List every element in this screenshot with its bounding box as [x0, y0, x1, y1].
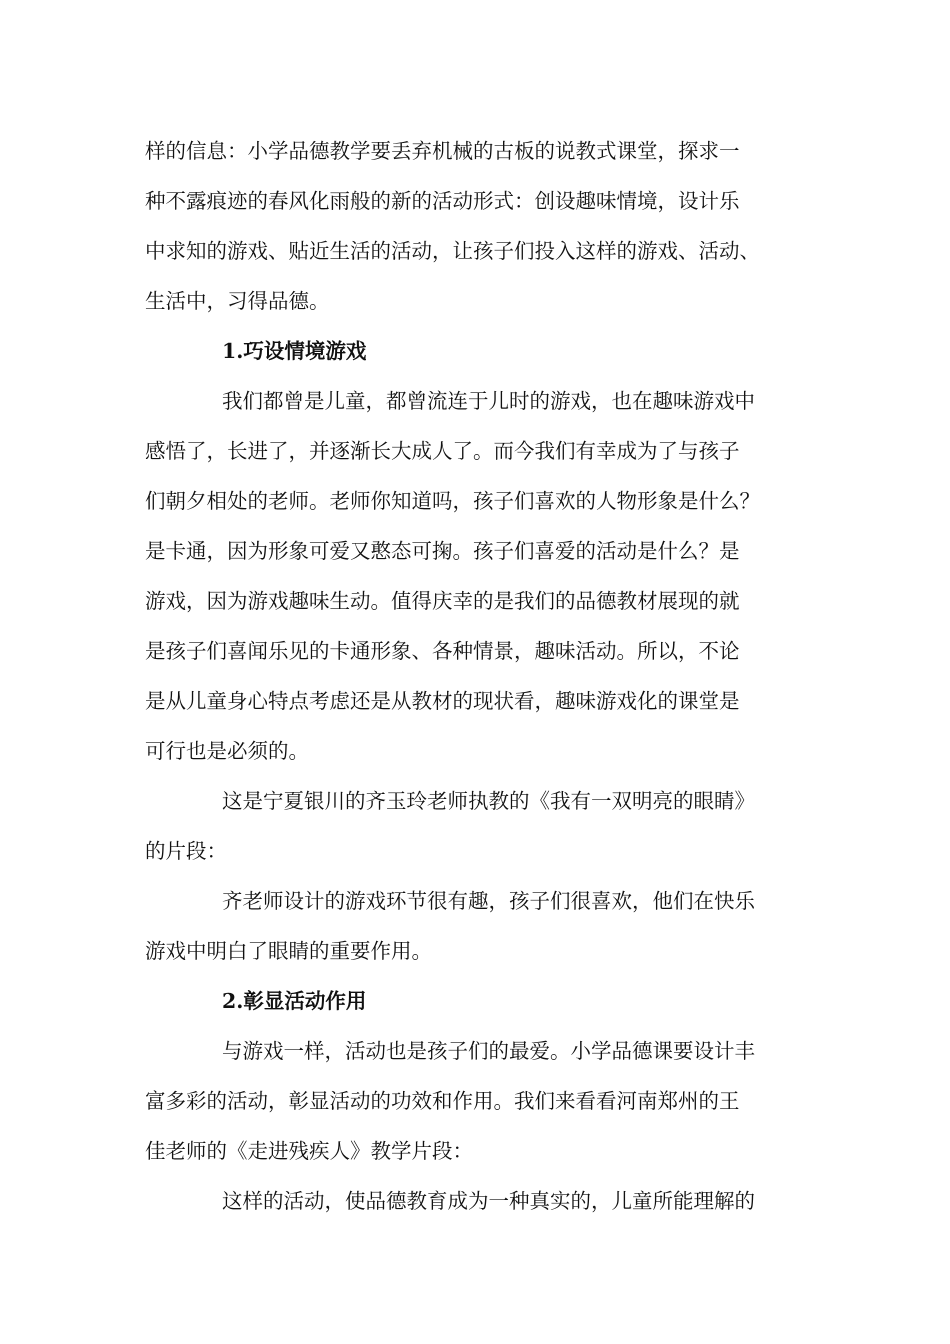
paragraph-line: 种不露痕迹的春风化雨般的新的活动形式：创设趣味情境，设计乐	[145, 189, 740, 213]
paragraph-line: 这样的活动，使品德教育成为一种真实的，儿童所能理解的	[222, 1189, 755, 1213]
paragraph-line: 佳老师的《走进残疾人》教学片段：	[145, 1139, 473, 1163]
paragraph-line: 可行也是必须的。	[145, 739, 309, 763]
paragraph-line: 游戏中明白了眼睛的重要作用。	[145, 939, 432, 963]
paragraph-line: 是卡通，因为形象可爱又憨态可掬。孩子们喜爱的活动是什么？是	[145, 539, 740, 563]
paragraph-line: 这是宁夏银川的齐玉玲老师执教的《我有一双明亮的眼睛》	[222, 789, 755, 813]
paragraph-line: 生活中，习得品德。	[145, 289, 330, 313]
paragraph-line: 游戏，因为游戏趣味生动。值得庆幸的是我们的品德教材展现的就	[145, 589, 740, 613]
paragraph-line: 中求知的游戏、贴近生活的活动，让孩子们投入这样的游戏、活动、	[145, 239, 760, 263]
paragraph-line: 与游戏一样，活动也是孩子们的最爱。小学品德课要设计丰	[222, 1039, 755, 1063]
paragraph-line: 齐老师设计的游戏环节很有趣，孩子们很喜欢，他们在快乐	[222, 889, 755, 913]
paragraph-line: 我们都曾是儿童，都曾流连于儿时的游戏，也在趣味游戏中	[222, 389, 755, 413]
section-heading: 1.巧设情境游戏	[222, 339, 367, 363]
paragraph-line: 是孩子们喜闻乐见的卡通形象、各种情景，趣味活动。所以，不论	[145, 639, 740, 663]
paragraph-line: 是从儿童身心特点考虑还是从教材的现状看，趣味游戏化的课堂是	[145, 689, 740, 713]
paragraph-line: 们朝夕相处的老师。老师你知道吗，孩子们喜欢的人物形象是什么？	[145, 489, 760, 513]
section-heading: 2.彰显活动作用	[222, 989, 367, 1013]
paragraph-line: 富多彩的活动，彰显活动的功效和作用。我们来看看河南郑州的王	[145, 1089, 740, 1113]
paragraph-line: 样的信息：小学品德教学要丢弃机械的古板的说教式课堂，探求一	[145, 139, 740, 163]
paragraph-line: 的片段：	[145, 839, 227, 863]
paragraph-line: 感悟了，长进了，并逐渐长大成人了。而今我们有幸成为了与孩子	[145, 439, 740, 463]
